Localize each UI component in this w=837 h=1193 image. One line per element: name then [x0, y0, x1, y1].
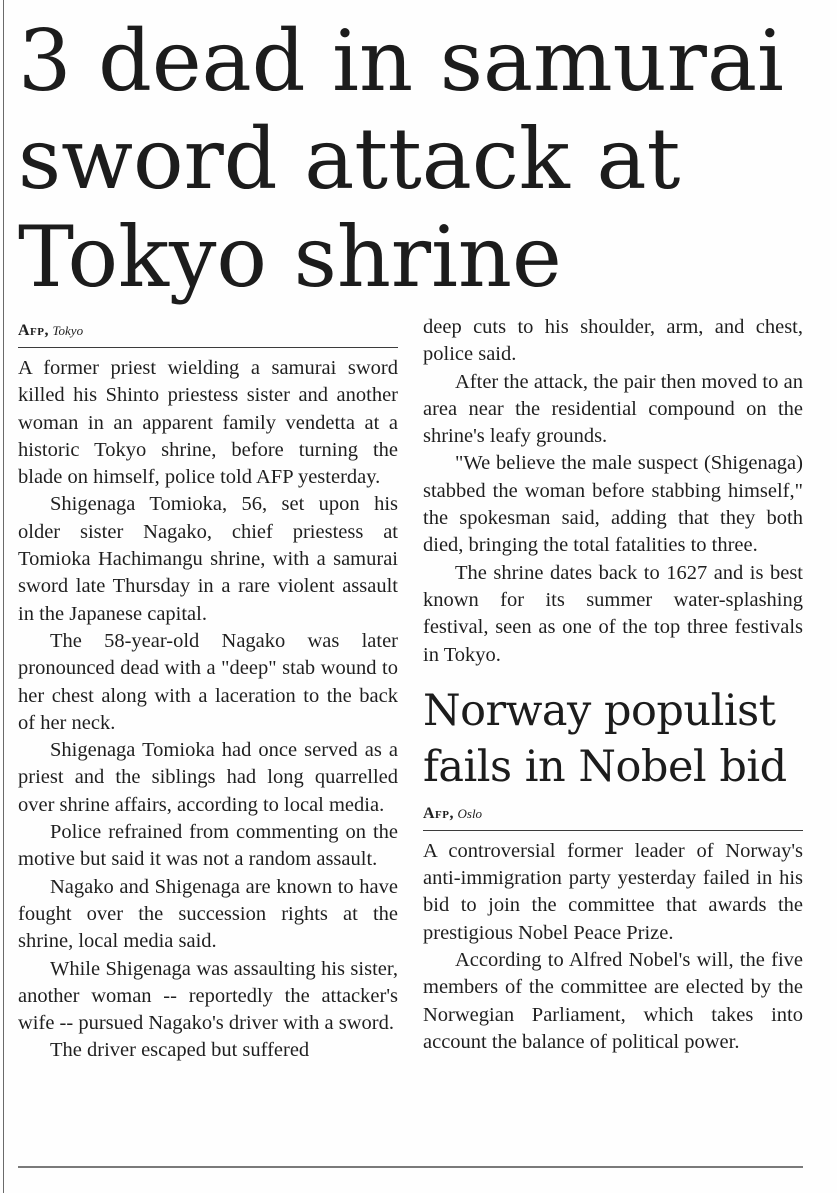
body-paragraph: Shigenaga Tomioka had once served as a priest and the siblings had long quarrelled over shrine affairs, according to local media.: [18, 739, 398, 816]
dateline: [423, 797, 803, 831]
article-column-left: [18, 314, 398, 1065]
body-paragraph: After the attack, the pair then moved to an area near the residential compound on the shrine's leafy grounds.: [423, 370, 803, 448]
column-rule: [3, 0, 4, 1193]
body-paragraph: A controversial former leader of Norway's anti-immigration party yesterday failed in his bid to join the committee that awards the prestigious Nobel Peace Prize.: [423, 839, 803, 944]
subhead-line: fails in Nobel bid: [423, 741, 787, 792]
dateline: [18, 314, 398, 348]
secondary-headline: [423, 683, 803, 795]
agency-name: Afp,: [18, 322, 49, 339]
headline-line: sword attack at: [18, 110, 681, 208]
dateline-city: Oslo: [457, 805, 483, 821]
headline-line: 3 dead in samurai: [18, 12, 784, 110]
headline-line: Tokyo shrine: [18, 208, 562, 306]
dateline-city: Tokyo: [52, 323, 84, 338]
body-paragraph: Shigenaga Tomioka, 56, set upon his older sister Nagako, chief priestess at Tomioka Hachimangu shrine, with a samurai sword late Thursday in a rare violent assault in the Japanese capital.: [18, 493, 398, 625]
body-paragraph: The driver escaped but suffered: [50, 1039, 310, 1062]
article-column-right: [423, 314, 803, 1056]
body-paragraph: According to Alfred Nobel's will, the five members of the committee are elected by the Norwegian Parliament, which takes into account the balance of political power.: [423, 949, 803, 1053]
body-paragraph: A former priest wielding a samurai sword killed his Shinto priestess sister and another woman in an apparent family vendetta at a historic Tokyo shrine, before turning the blade on himself, police told AFP yesterday.: [18, 357, 398, 489]
bottom-rule: [18, 1166, 803, 1168]
body-paragraph: The shrine dates back to 1627 and is best known for its summer water-splashing festival, seen as one of the top three festivals in Tokyo.: [423, 561, 803, 666]
body-paragraph-continued: deep cuts to his shoulder, arm, and chest, police said.: [423, 316, 803, 366]
body-paragraph: While Shigenaga was assaulting his sister, another woman -- reportedly the attacker's wife -- pursued Nagako's driver with a sword.: [18, 957, 398, 1035]
body-paragraph: The 58-year-old Nagako was later pronounced dead with a "deep" stab wound to her chest along with a laceration to the back of her neck.: [18, 629, 398, 734]
body-paragraph: Nagako and Shigenaga are known to have fought over the succession rights at the shrine, local media said.: [18, 875, 398, 953]
body-paragraph: Police refrained from commenting on the motive but said it was not a random assault.: [18, 821, 398, 871]
main-headline: [18, 12, 818, 306]
subhead-line: Norway populist: [423, 685, 776, 736]
agency-name: Afp,: [423, 804, 454, 822]
body-paragraph: "We believe the male suspect (Shigenaga) stabbed the woman before stabbing himself," the spokesman said, adding that they both died, bringing the total fatalities to three.: [423, 452, 803, 557]
